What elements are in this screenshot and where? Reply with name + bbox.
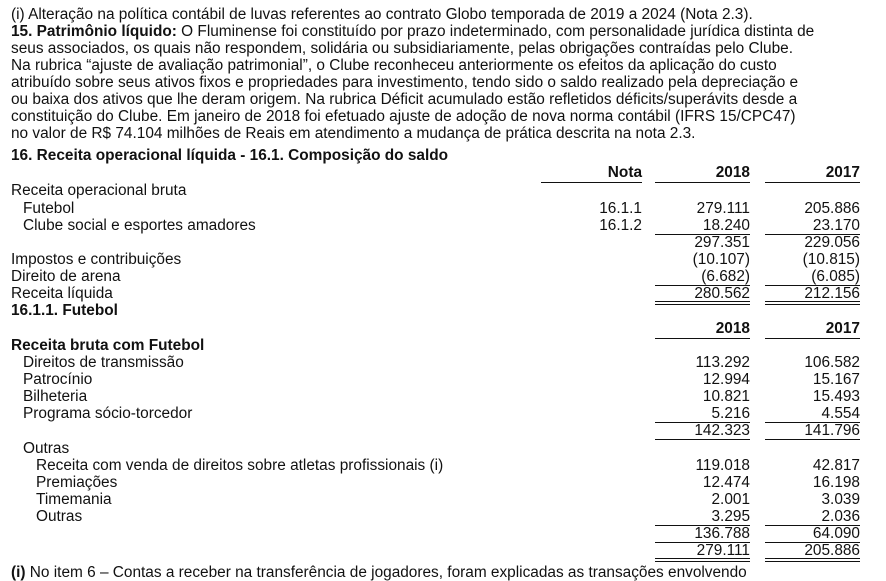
note15-label: 15. Patrimônio líquido: [11,23,177,40]
items-total-under-rule-2018 [655,439,750,440]
net-double-rule-2018-b [655,304,750,305]
deduction-2018-arena: (6.682) [701,268,750,285]
header-rule-2018 [655,182,750,183]
futebol-header-2017: 2017 [825,320,860,337]
futebol-item-2017-transmissao: 106.582 [804,354,860,371]
row-2017-clube-social: 23.170 [812,217,860,234]
row-label-clube-social: Clube social e esportes amadores [23,217,256,234]
others-2017-timemania: 3.039 [821,491,860,508]
futebol-header-2018: 2018 [715,320,750,337]
deduction-label-impostos: Impostos e contribuições [11,251,182,268]
items-total-2018: 142.323 [694,422,750,439]
futebol-group-title: Receita bruta com Futebol [11,337,205,354]
others-2017-outras: 2.036 [821,508,860,525]
futebol-item-2018-transmissao: 113.292 [695,354,750,371]
others-label-venda-atletas: Receita com venda de direitos sobre atletas profissionais (i) [36,457,444,474]
note15-line-6: constituição do Clube. Em janeiro de 2018 foi efetuado ajuste de adoção de nova norma contábil (IFRS 15/CPC47) [11,108,796,125]
others-label-premiacoes: Premiações [36,474,118,491]
futebol-item-2017-socio: 4.554 [821,405,860,422]
note15-line-1: 15. Patrimônio líquido: O Fluminense foi constituído por prazo indeterminado, com personalidade jurídica distinta de [11,23,815,40]
header-rule-nota [541,182,642,183]
header-rule-2017 [765,182,860,183]
others-2017-venda-atletas: 42.817 [812,457,860,474]
deduction-2018-impostos: (10.107) [692,251,750,268]
col-header-2017: 2017 [825,164,860,181]
row-label-futebol: Futebol [23,200,75,217]
net-double-rule-2017-a [765,301,860,302]
futebol-item-label-socio: Programa sócio-torcedor [23,405,193,422]
row-2017-futebol: 205.886 [804,200,860,217]
futebol-item-2018-patrocinio: 12.994 [702,371,750,388]
grand-total-double-rule-2017-a [765,558,860,559]
others-2017-premiacoes: 16.198 [812,474,860,491]
note15-line-5: ou baixa dos ativos que lhe deram origem. Na rubrica Déficit acumulado estão refletidos déficits/superávits desde a [11,91,798,108]
grand-total-double-rule-2017-b [765,561,860,562]
subtotal-2018: 297.351 [694,234,750,251]
items-total-2017: 141.796 [804,422,860,439]
others-2018-timemania: 2.001 [711,491,750,508]
futebol-item-2017-patrocinio: 15.167 [812,371,860,388]
col-header-nota: Nota [607,164,642,181]
others-2018-outras: 3.295 [711,508,750,525]
col-header-2018: 2018 [715,164,750,181]
futebol-item-2018-socio: 5.216 [711,405,750,422]
others-2018-venda-atletas: 119.018 [695,457,750,474]
gross-revenue-label: Receita operacional bruta [11,182,187,199]
net-revenue-2017: 212.156 [804,285,860,302]
note1611-title: 16.1.1. Futebol [11,302,118,319]
footnote [11,564,747,581]
futebol-item-2018-bilheteria: 10.821 [702,388,750,405]
grand-total-2017: 205.886 [804,542,860,559]
others-label-timemania: Timemania [36,491,112,508]
note15-line-4: atribuído sobre seus ativos fixos e propriedades para investimento, tendo sido o saldo realizado pela depreciação e [11,74,799,91]
note15-paragraph [11,23,871,142]
grand-total-double-rule-2018-b [655,561,750,562]
net-double-rule-2017-b [765,304,860,305]
others-label-outras: Outras [36,508,83,525]
footnote-label: (i) [11,564,26,581]
futebol-item-label-transmissao: Direitos de transmissão [23,354,184,371]
note15-line-2: seus associados, os quais não respondem, solidária ou subsidiariamente, pelas obrigações contraídas pelo Clube. [11,40,793,57]
net-revenue-label: Receita líquida [11,285,113,302]
futebol-header-rule-2018 [655,338,750,339]
note15-line-7: no valor de R$ 74.104 milhões de Reais em atendimento a mudança de prática descrita na nota 2.3. [11,125,696,142]
futebol-item-label-bilheteria: Bilheteria [23,388,88,405]
futebol-header-rule-2017 [765,338,860,339]
subtotal-2017: 229.056 [804,234,860,251]
row-nota-clube-social: 16.1.2 [599,217,642,234]
intro-line: (i) Alteração na política contábil de luvas referentes ao contrato Globo temporada de 2019 a 2024 (Nota 2.3). [11,6,753,23]
grand-total-double-rule-2018-a [655,558,750,559]
note16-title: 16. Receita operacional líquida - 16.1. Composição do saldo [11,147,449,164]
others-total-2017: 64.090 [812,525,860,542]
grand-total-2018: 279.111 [696,542,750,559]
others-total-2018: 136.788 [694,525,750,542]
items-total-under-rule-2017 [765,439,860,440]
others-2018-premiacoes: 12.474 [702,474,750,491]
row-2018-futebol: 279.111 [696,200,750,217]
others-title: Outras [23,440,70,457]
row-2018-clube-social: 18.240 [702,217,750,234]
deduction-label-arena: Direito de arena [11,268,121,285]
deduction-2017-impostos: (10.815) [802,251,860,268]
net-double-rule-2018-a [655,301,750,302]
net-revenue-2018: 280.562 [694,285,750,302]
futebol-item-2017-bilheteria: 15.493 [812,388,860,405]
footnote-text: No item 6 – Contas a receber na transferência de jogadores, foram explicadas as transações envolvendo [25,564,747,581]
note15-line-3: Na rubrica “ajuste de avaliação patrimonial”, o Clube reconheceu anteriormente os efeitos da aplicação do custo [11,57,777,74]
futebol-item-label-patrocinio: Patrocínio [23,371,93,388]
deduction-2017-arena: (6.085) [811,268,860,285]
row-nota-futebol: 16.1.1 [599,200,642,217]
